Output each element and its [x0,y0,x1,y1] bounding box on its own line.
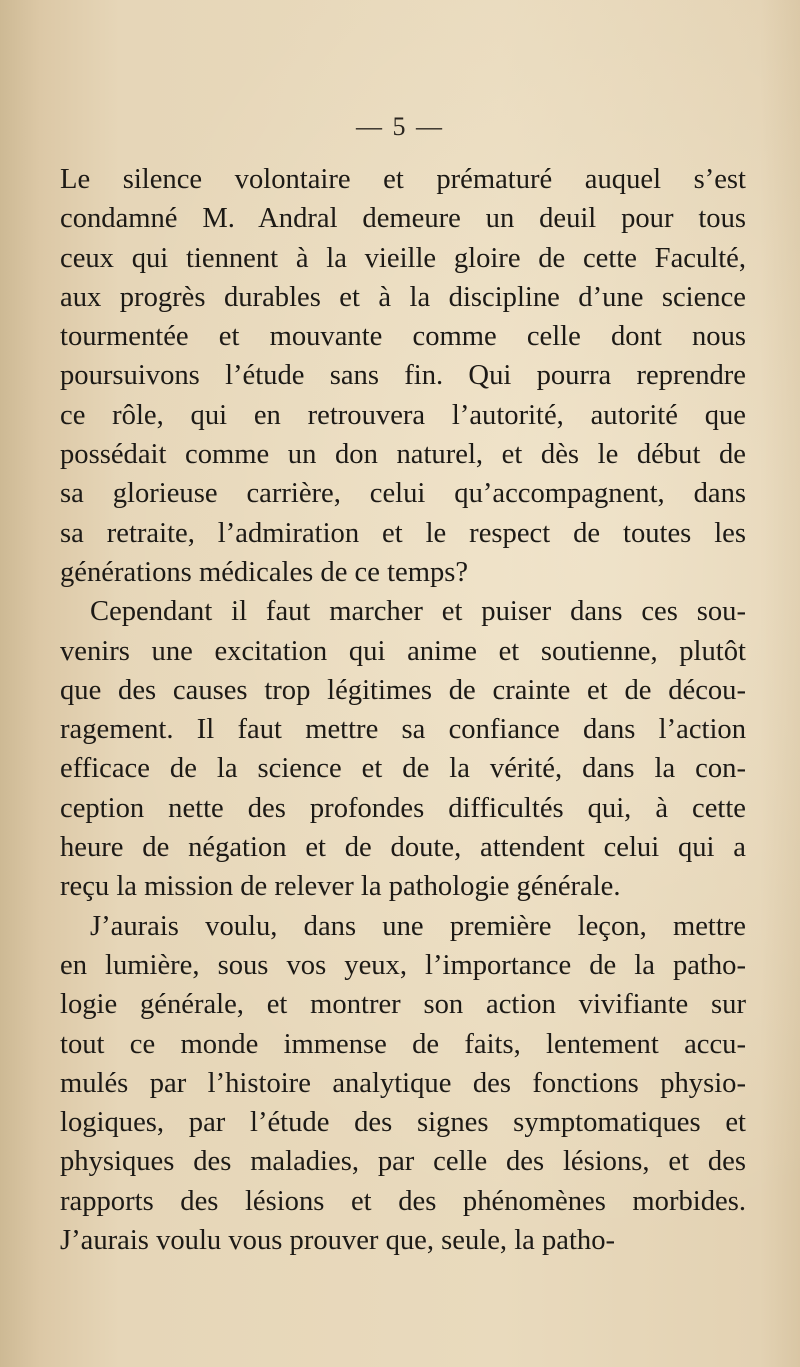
text-line: Cependant il faut marcher et puiser dans ces sou- [90,596,746,628]
body-text [60,160,746,1260]
text-line: sa retraite, l’admiration et le respect de toutes les [60,517,746,549]
paragraph-1 [60,160,746,592]
text-line: venirs une excitation qui anime et soutienne, plutôt [60,635,746,667]
text-line: possédait comme un don naturel, et dès le début de [60,439,746,471]
page-number: — 5 — [356,112,444,141]
text-line: Le silence volontaire et prématuré auquel s’est [60,164,746,195]
text-line: condamné M. Andral demeure un deuil pour tous [60,203,746,235]
text-line: tout ce monde immense de faits, lentement accu- [60,1028,746,1060]
text-line: efficace de la science et de la vérité, dans la con- [60,753,746,785]
paragraph-2 [60,592,746,906]
text-line: ceux qui tiennent à la vieille gloire de cette Faculté, [60,242,746,274]
text-line: mulés par l’histoire analytique des fonctions physio- [60,1067,746,1099]
text-line: heure de négation et de doute, attendent celui qui a [60,832,746,864]
text-line: ragement. Il faut mettre sa confiance dans l’action [60,714,746,746]
text-line: logiques, par l’étude des signes symptomatiques et [60,1107,746,1139]
paragraph-3 [60,907,746,1261]
text-line: poursuivons l’étude sans fin. Qui pourra reprendre [60,360,746,392]
text-line: ce rôle, qui en retrouvera l’autorité, autorité que [60,399,746,431]
text-line: J’aurais voulu, dans une première leçon, mettre [90,910,746,942]
text-line: reçu la mission de relever la pathologie générale. [60,871,621,903]
text-line: rapports des lésions et des phénomènes morbides. [60,1185,746,1217]
text-line: J’aurais voulu vous prouver que, seule, la patho- [60,1225,616,1257]
text-line: logie générale, et montrer son action vivifiante sur [60,989,746,1021]
text-line: générations médicales de ce temps? [60,556,469,588]
text-line: tourmentée et mouvante comme celle dont nous [60,321,746,353]
text-line: sa glorieuse carrière, celui qu’accompagnent, dans [60,478,746,510]
text-line: en lumière, sous vos yeux, l’importance de la patho- [60,949,746,981]
text-line: que des causes trop légitimes de crainte et de décou- [60,674,746,706]
text-line: aux progrès durables et à la discipline d’une science [60,281,746,313]
text-line: physiques des maladies, par celle des lésions, et des [60,1146,746,1178]
text-line: ception nette des profondes difficultés qui, à cette [60,792,746,824]
